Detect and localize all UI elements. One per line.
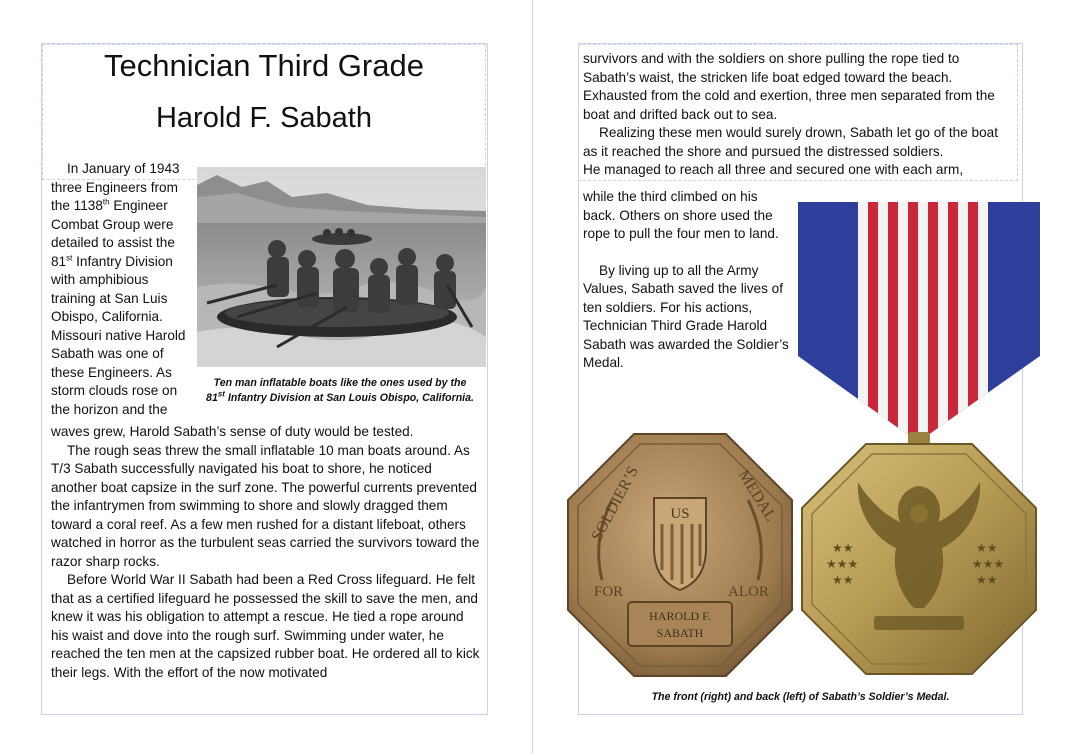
title-rank: Technician Third Grade (104, 48, 424, 83)
left-wide-column (51, 423, 481, 682)
page-divider (532, 0, 533, 754)
paragraph-rough-seas: The rough seas threw the small inflatable 10 man boats around. As T/3 Sabath successfully navigated his boat to shore, he noticed another boat capsize in the surf zone. The powerful currents prevented the infantrymen from swimming to shore and slowly dragged them toward a coral reef. As a few men rushed for a distant lifeboat, others watched in horror as the turbulent seas carried the survivors toward the razor sharp rocks. (51, 442, 480, 569)
text-line: the horizon and the (51, 401, 168, 417)
text-line: Sabath’s waist, the stricken life boat edged toward the beach. (583, 69, 953, 85)
svg-text:★★: ★★ (832, 541, 854, 555)
text-line: these Engineers. As (51, 364, 172, 380)
text-line: 81st Infantry Division (51, 252, 173, 269)
text-line: while the third climbed on his (583, 189, 758, 204)
text-line: rope to pull the four men to land. (583, 226, 779, 241)
svg-text:★★★: ★★★ (972, 557, 1005, 571)
right-top-column (583, 50, 1023, 180)
medal-ribbon (796, 196, 1042, 456)
text-line: By living up to all the Army (599, 262, 759, 278)
text-line: Missouri native Harold (51, 327, 186, 343)
text-line: ten soldiers. For his actions, (583, 299, 753, 315)
left-narrow-column (51, 160, 201, 419)
text-line: Exhausted from the cold and exertion, three men separated from the (583, 88, 995, 103)
text-line: survivors and with the soldiers on shore pulling the rope tied to (583, 51, 960, 66)
medal-back-left-word: FOR (594, 584, 624, 600)
medal-back-arc-right: MEDAL (734, 467, 780, 525)
title-name: Harold F. Sabath (155, 102, 372, 134)
right-narrow-column (583, 188, 798, 373)
text-line: Values, Sabath saved the lives of (583, 281, 784, 296)
caption-line: 81st Infantry Division at San Louis Obispo, California. (206, 389, 474, 404)
svg-text:★★: ★★ (832, 573, 854, 587)
medal-back-right-word: ALOR (728, 584, 769, 600)
svg-text:★★★: ★★★ (826, 557, 859, 571)
boat-photo-illustration (197, 167, 486, 367)
caption-line: Ten man inflatable boats like the ones used by the (213, 377, 467, 389)
medal-back-plate-line1: HAROLD F. (649, 609, 711, 623)
text-line: detailed to assist the (51, 235, 175, 250)
medal-back-arc-left: SOLDIER’S (588, 463, 642, 544)
medal-back-shield-text: US (670, 506, 690, 522)
text-line: Obispo, California. (51, 309, 163, 324)
text-line: back. Others on shore used the (583, 207, 773, 223)
text-line: He managed to reach all three and secured one with each arm, (583, 162, 964, 177)
text-line: Technician Third Grade Harold (583, 318, 768, 333)
boat-photo (197, 167, 486, 367)
svg-text:★★: ★★ (976, 541, 998, 555)
medal-back-plate-line2: SABATH (656, 626, 704, 640)
text-line: training at San Luis (51, 290, 168, 306)
text-line: as it reached the shore and pursued the distressed soldiers. (583, 143, 944, 159)
medal-caption: The front (right) and back (left) of Sabath’s Soldier’s Medal. (651, 691, 950, 703)
text-line: In January of 1943 (67, 161, 180, 176)
text-line: the 1138th Engineer (51, 197, 168, 213)
text-line: Realizing these men would surely drown, Sabath let go of the boat (599, 125, 998, 140)
text-line: boat and drifted back out to sea. (583, 106, 778, 122)
text-line: storm clouds rose on (51, 383, 178, 398)
svg-text:★★: ★★ (976, 573, 998, 587)
text-line: Medal. (583, 355, 624, 370)
text-line: Sabath was awarded the Soldier’s (583, 336, 789, 352)
text-line: with amphibious (51, 272, 149, 287)
paragraph-lifeguard: Before World War II Sabath had been a Red Cross lifeguard. He felt that as a certified lifeguard he possessed the skill to save the men, and knew it was his obligation to attempt a rescue. He tied a rope around his waist and dove into the rough surf. Swimming under water, he reached the ten men at the capsized rubber boat. He ordered all to kick their legs. With the effort of the now motivated (51, 572, 480, 680)
medal-front (796, 196, 1042, 682)
text-line: Sabath was one of (51, 346, 164, 361)
text-line: Combat Group were (51, 216, 174, 232)
text-line: waves grew, Harold Sabath’s sense of duty would be tested. (51, 424, 414, 439)
boat-photo-caption (192, 376, 488, 406)
medal-back (562, 430, 798, 680)
medal-front-illustration (796, 196, 1042, 682)
medal-back-illustration (562, 430, 798, 680)
text-line: three Engineers from (51, 179, 178, 195)
